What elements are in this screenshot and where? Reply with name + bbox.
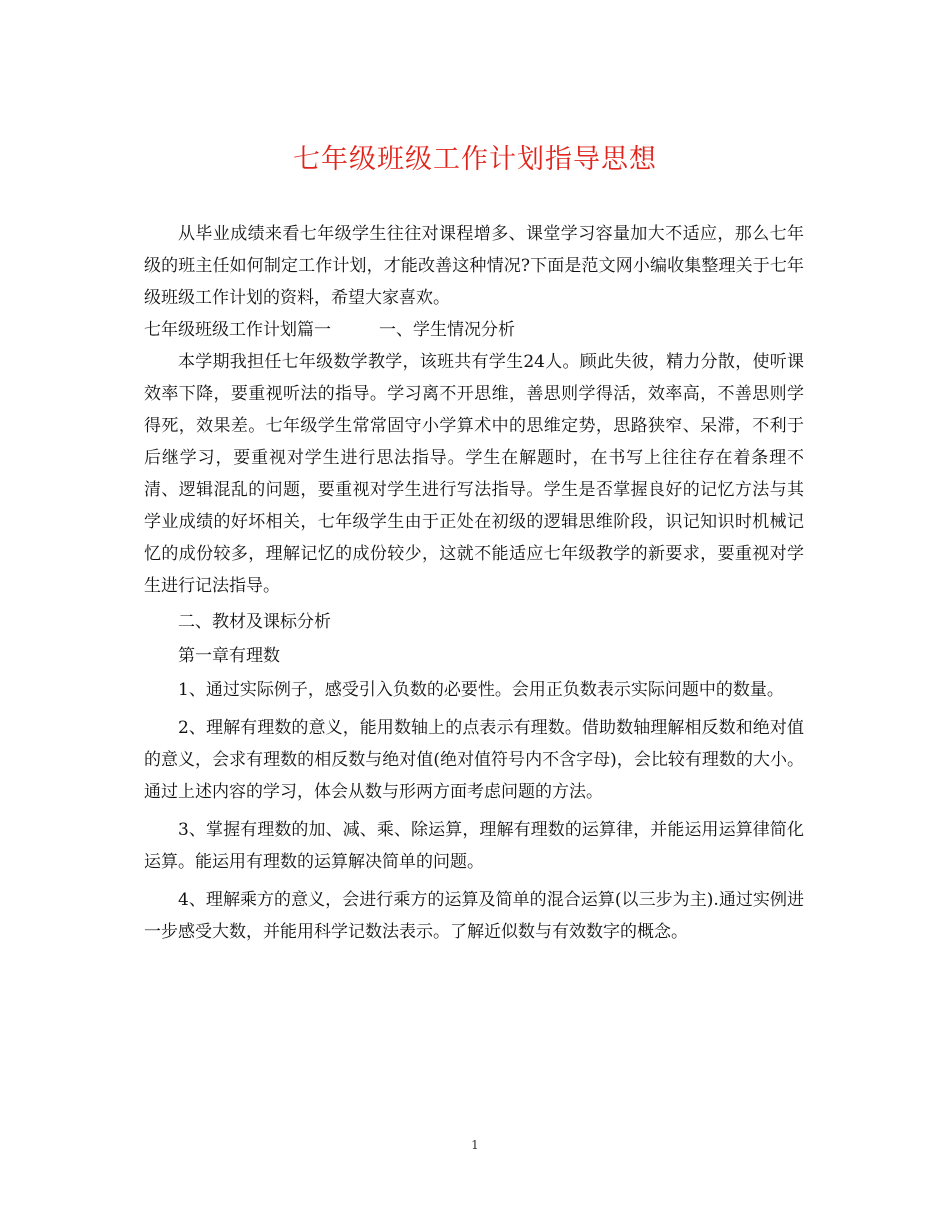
list-item-4: 4、理解乘方的意义，会进行乘方的运算及简单的混合运算(以三步为主).通过实例进一步感受大数，并能用科学记数法表示。了解近似数与有效数字的概念。 bbox=[144, 890, 804, 942]
heading-textbook-analysis: 二、教材及课标分析 bbox=[178, 612, 331, 632]
section-heading-line bbox=[144, 314, 804, 346]
paragraph-student-analysis: 本学期我担任七年级数学教学，该班共有学生24人。顾此失彼，精力分散，使听课效率下降，要重视听法的指导。学习离不开思维，善思则学得活，效率高，不善思则学得死，效果差。七年级学生常常固守小学算术中的思维定势，思路狭窄、呆滞，不利于后继学习，要重视对学生进行思法指导。学生在解题时，在书写上往往存在着条理不清、逻辑混乱的问题，要重视对学生进行写法指导。学生是否掌握良好的记忆方法与其学业成绩的好坏相关，七年级学生由于正处在初级的逻辑思维阶段，识记知识时机械记忆的成份较多，理解记忆的成份较少，这就不能适应七年级教学的新要求，要重视对学生进行记法指导。 bbox=[144, 352, 804, 596]
list-item-1: 1、通过实际例子，感受引入负数的必要性。会用正负数表示实际问题中的数量。 bbox=[178, 680, 784, 700]
list-item-2: 2、理解有理数的意义，能用数轴上的点表示有理数。借助数轴理解相反数和绝对值的意义，会求有理数的相反数与绝对值(绝对值符号内不含字母)，会比较有理数的大小。通过上述内容的学习，体会从数与形两方面考虑问题的方法。 bbox=[144, 718, 804, 802]
heading-chapter-one: 第一章有理数 bbox=[178, 646, 280, 666]
list-item-3: 3、掌握有理数的加、减、乘、除运算，理解有理数的运算律，并能运用运算律简化运算。能运用有理数的运算解决简单的问题。 bbox=[144, 820, 804, 872]
document-body bbox=[144, 218, 804, 948]
document-title: 七年级班级工作计划指导思想 bbox=[293, 144, 657, 175]
section-heading-part-b: 一、学生情况分析 bbox=[379, 320, 515, 340]
intro-paragraph: 从毕业成绩来看七年级学生往往对课程增多、课堂学习容量加大不适应，那么七年级的班主任如何制定工作计划，才能改善这种情况?下面是范文网小编收集整理关于七年级班级工作计划的资料，希望大家喜欢。 bbox=[144, 224, 804, 308]
section-heading-part-a: 七年级班级工作计划篇一 bbox=[144, 320, 331, 340]
page-number: 1 bbox=[471, 1138, 479, 1152]
